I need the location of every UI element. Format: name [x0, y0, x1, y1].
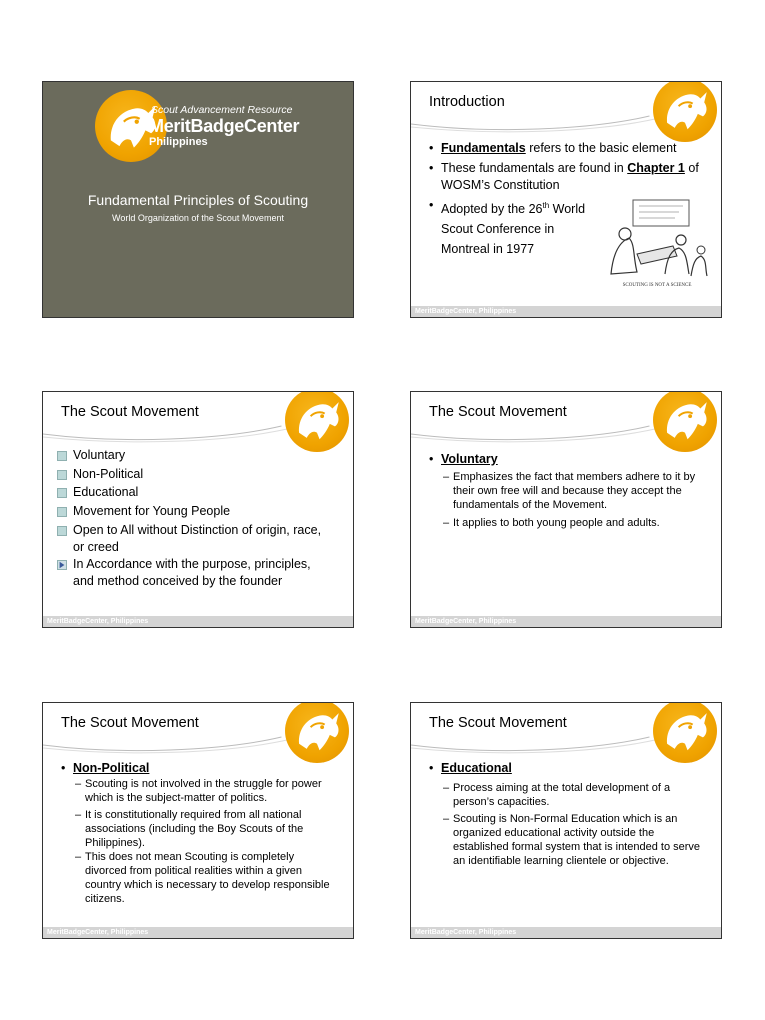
slide-title: The Scout Movement — [61, 404, 199, 420]
bullet-heading: • Voluntary — [429, 452, 498, 466]
slide-cover — [42, 81, 354, 318]
slide-scout-movement-list — [42, 391, 354, 628]
cover-title: Fundamental Principles of Scouting — [87, 192, 309, 208]
slide-footer: MeritBadgeCenter, Philippines — [43, 616, 353, 627]
goat-head-icon — [653, 702, 717, 763]
bullet-fundamentals: • Fundamentals refers to the basic element — [429, 141, 677, 155]
list-item: Educational — [73, 485, 139, 499]
sub-bullet: – It is constitutionally required from all national associations (including the Boy Scouts of the Philippines). — [75, 809, 304, 849]
sub-bullet: – It applies to both young people and adults. — [443, 517, 660, 529]
sub-bullet: – This does not mean Scouting is completely divorced from political realities within a given country which is necessary to develop responsible citizens. — [75, 851, 330, 905]
bullet-chapter: • These fundamentals are found in Chapter 1 of WOSM’s Constitution — [429, 161, 699, 192]
slide-logo-icon — [653, 702, 717, 763]
logo-brand-text: MeritBadgeCenter — [149, 116, 300, 136]
slide-logo-icon — [653, 81, 717, 142]
slide-educational — [410, 702, 722, 939]
goat-head-icon — [653, 81, 717, 142]
slide-logo-icon — [653, 391, 717, 452]
list-item: Open to All without Distinction of origin, race, or creed — [73, 523, 322, 554]
slide-title: Introduction — [429, 94, 505, 110]
list-item: In Accordance with the purpose, principles, and method conceived by the founder — [73, 557, 311, 588]
slide-footer: MeritBadgeCenter, Philippines — [411, 306, 721, 317]
cover-subtitle: World Organization of the Scout Movement — [112, 213, 284, 223]
slide-voluntary — [410, 391, 722, 628]
slide-footer: MeritBadgeCenter, Philippines — [411, 616, 721, 627]
slide-footer: MeritBadgeCenter, Philippines — [411, 927, 721, 938]
svg-text:SCOUTING IS NOT A SCIENCE: SCOUTING IS NOT A SCIENCE — [622, 283, 692, 288]
list-marker-square — [57, 526, 67, 536]
slide-title: The Scout Movement — [61, 715, 199, 731]
slide-introduction — [410, 81, 722, 318]
bullet-adopted: • Adopted by the 26th World Scout Conference in Montreal in 1977 — [429, 198, 586, 257]
sub-bullet: – Scouting is Non-Formal Education which is an organized educational activity outside the established formal system that is intended to serve an identifiable learning clientele or objective. — [443, 813, 701, 867]
sub-bullet: – Process aiming at the total development of a person’s capacities. — [443, 782, 671, 808]
list-item: Movement for Young People — [73, 504, 231, 518]
sub-bullet: – Scouting is not involved in the struggle for power which is the subject-matter of politics. — [75, 778, 322, 804]
goat-head-icon — [285, 702, 349, 763]
bullet-heading: • Educational — [429, 761, 512, 775]
goat-head-icon — [653, 391, 717, 452]
logo-top-text: Scout Advancement Resource — [151, 104, 293, 116]
slide-title: The Scout Movement — [429, 404, 567, 420]
slide-logo-icon — [285, 702, 349, 763]
slide-title: The Scout Movement — [429, 715, 567, 731]
bullet-heading: • Non-Political — [61, 761, 150, 775]
goat-head-icon — [285, 391, 349, 452]
list-marker-square — [57, 488, 67, 498]
list-item: Non-Political — [73, 467, 144, 481]
sub-bullet: – Emphasizes the fact that members adhere to it by their own free will and because they accept the fundamentals of the Movement. — [443, 471, 696, 511]
list-marker-square — [57, 470, 67, 480]
list-marker-arrow-icon — [57, 560, 67, 570]
slide-non-political — [42, 702, 354, 939]
slide-footer: MeritBadgeCenter, Philippines — [43, 927, 353, 938]
logo-sub-text: Philippines — [149, 136, 208, 148]
list-marker-square — [57, 507, 67, 517]
list-marker-square — [57, 451, 67, 461]
slide-logo-icon — [285, 391, 349, 452]
scouting-illustration — [603, 194, 711, 289]
list-item: Voluntary — [73, 448, 126, 462]
